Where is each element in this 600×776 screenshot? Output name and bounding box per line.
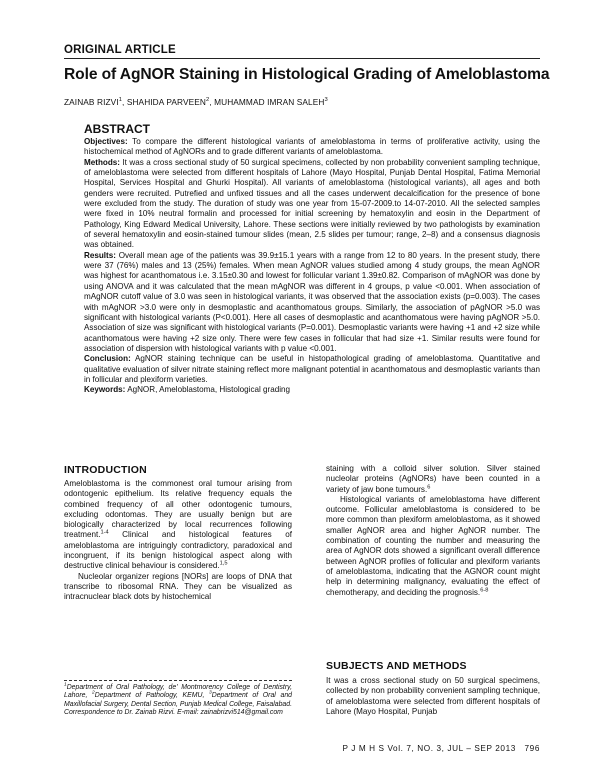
introduction-left-column bbox=[64, 479, 292, 603]
affiliation-footnote bbox=[64, 684, 292, 718]
intro-paragraph bbox=[64, 479, 292, 572]
intro-paragraph: Nucleolar organizer regions [NORs] are loops of DNA that transcribe to ribosomal RNA. They can be visualized as intracnuclear black dots by histochemical bbox=[64, 571, 292, 602]
article-title: Role of AgNOR Staining in Histological Grading of Ameloblastoma bbox=[64, 66, 550, 83]
introduction-heading: INTRODUCTION bbox=[64, 464, 147, 476]
objectives-label: Objectives: bbox=[84, 137, 128, 146]
conclusion-label: Conclusion: bbox=[84, 354, 131, 364]
author-separator: , bbox=[209, 97, 215, 107]
footnote-text bbox=[64, 684, 292, 718]
intro-text: Clinical and histological features of ameloblastoma are intriguingly contradictory, paradoxical and incongruent, if its benign histological aspect along with destructive clinical behaviour is considered. bbox=[64, 530, 292, 571]
author-name: ZAINAB RIZVI bbox=[64, 97, 119, 107]
citation-mark: 6-8 bbox=[480, 586, 489, 593]
article-type-label: ORIGINAL ARTICLE bbox=[64, 44, 176, 56]
objectives-text: To compare the different histological variants of ameloblastoma in terms of proliferative activity, using the histochemical method of AgNORs and to grade different variants of ameloblastoma. bbox=[84, 137, 540, 157]
citation-mark: 1,5 bbox=[219, 560, 228, 567]
abstract-body bbox=[84, 137, 540, 396]
affiliation-mark: 2 bbox=[205, 97, 210, 104]
intro-text: Histological variants of ameloblastoma have different outcome. Follicular ameloblastoma is considered to be more common than plexiform ameloblastoma, as it showed smaller AgNOR area and higher AgNOR number. The combination of counting the number and measuring the area of AgNOR dots showed a significant overall difference between AgNOR profiles of follicular and plexiform variants of ameloblastoma, indicating that the AGNOR count might help in determining malignancy, evaluating the effect of chemotherapy, and deciding the prognosis. bbox=[326, 494, 540, 597]
journal-citation: P J M H S Vol. 7, NO. 3, JUL – SEP 2013 bbox=[342, 744, 516, 753]
abstract-methods bbox=[84, 158, 540, 251]
results-text: Overall mean age of the patients was 39.9±15.1 years with a range from 12 to 80 years. In the present study, there were 37 (76%) males and 13 (25%) females. When mean AgNOR values studied among 4 study groups, the mean AgNOR was highest for acanthomatous i.e. 3.15±0.30 and lowest for follicular variant 1.39±0.82. Comparison of mAgNOR was done by using ANOVA and it was calculated that the mean mAgNOR was different in 4 groups, p value <0.001. When association of mAgNOR cutoff value of 3.0 was seen in histological variants, it was observed that the association exists (p=0.003). The cases with mAgNOR >3.0 were only in desmoplastic and acanthomatous groups. Similarly, the association of pAgNOR >5.0 was significant with histological variants (P<0.001). Here all cases of desmoplastic and acanthomatous were having pAgNOR >5.0. Association of size was significant with histological variants (P=0.001). Desmoplastic variants were having +1 and +2 size while acanthomatous were having +2 size only. There were few cases in follicular that had size +1. Similar results were found for association of dispersion with histological variants with p value <0.001. bbox=[84, 250, 540, 353]
footnote-part: Department of Pathology, KEMU, bbox=[94, 692, 210, 700]
methods-paragraph: It was a cross sectional study on 50 surgical specimens, collected by non probability convenient sampling technique, of ameloblastoma were selected from different hospitals of Lahore (Mayo Hospital, Punjab bbox=[326, 676, 540, 716]
footnote-divider bbox=[64, 680, 292, 681]
affiliation-mark: 1 bbox=[118, 97, 123, 104]
abstract-objectives bbox=[84, 137, 540, 158]
methods-label: Methods: bbox=[84, 157, 120, 167]
footnote-part: Department of Oral and Maxillofacial Surgery, Dental Section, Punjab Medical College, Faisalabad. Correspondence to Dr. Zainab Rizvi. E-mail: zainabrizvi514@gmail.com bbox=[64, 692, 292, 717]
intro-text: staining with a colloid silver solution. Silver stained nucleolar proteins (AgNORs) have been counted in a variety of jaw bone tumours. bbox=[326, 464, 540, 494]
abstract-keywords bbox=[84, 385, 540, 395]
keywords-label: Keywords: bbox=[84, 385, 126, 395]
author-name: SHAHIDA PARVEEN bbox=[126, 97, 206, 107]
abstract-conclusion bbox=[84, 354, 540, 385]
methods-text: It was a cross sectional study of 50 surgical specimens, collected by non probability convenient sampling technique, of ameloblastoma were selected from different hospitals of Lahore (Mayo Hospital, Punjab Dental Hospital, Fatima Memorial Hospital, Services Hospital and Ghurki Hospital). All variants of ameloblastoma (histological variants), all ages and both genders were recruited. Putrefied and unfixed tissues and all the cases underwent decalcification for the presence of bone were excluded from the study. The duration of study was one year from 15-07-2009.to 14-07-2010. All the selected samples were fixed in 10% neutral formalin and processed for initial screening by hematoxylin and eosin in the Department of Pathology, King Edward Medical University, Lahore. These sections were initially reviewed by two pathologists by examination of several hematoxylin and eosin-stained tumour slides (mean, 2.5 slides per tumour; range, 2–8) and a consensus diagnosis was obtained. bbox=[84, 157, 540, 250]
author-line bbox=[64, 97, 328, 107]
results-label: Results: bbox=[84, 250, 116, 260]
citation-mark: 6 bbox=[427, 483, 431, 490]
conclusion-text: AgNOR staining technique can be useful in histopathological grading of ameloblastoma. Quantitative and qualitative evaluation of silver nitrate staining reflect more malignant potential in acanthomatous and desmoplastic variants than in follicular and plexiform varieties. bbox=[84, 354, 540, 384]
page-footer bbox=[326, 744, 540, 753]
abstract-results bbox=[84, 251, 540, 354]
intro-paragraph bbox=[326, 464, 540, 495]
keywords-text: AgNOR, Ameloblastoma, Histological grading bbox=[125, 385, 291, 395]
introduction-right-column bbox=[326, 464, 540, 598]
methods-heading: SUBJECTS AND METHODS bbox=[326, 660, 467, 672]
abstract-heading: ABSTRACT bbox=[84, 122, 150, 136]
affiliation-mark: 2 bbox=[92, 691, 95, 697]
author-separator: , bbox=[122, 97, 127, 107]
page-number: 796 bbox=[524, 744, 540, 753]
intro-paragraph bbox=[326, 495, 540, 598]
author-name: MUHAMMAD IMRAN SALEH bbox=[214, 97, 325, 107]
affiliation-mark: 3 bbox=[209, 691, 212, 697]
footnote-part: Department of Oral Pathology, de' Montmorency College of Dentistry, Lahore, bbox=[64, 684, 292, 700]
header-rule bbox=[64, 58, 540, 59]
affiliation-mark: 1 bbox=[64, 682, 67, 688]
intro-text: Ameloblastoma is the commonest oral tumour arising from odontogenic epithelium. Its relative frequency equals the combined frequency of all other odontogenic tumours, excluding odontomas. They are usually benign but are biologically characterized by local recurrences following treatment. bbox=[64, 479, 292, 540]
affiliation-mark: 3 bbox=[324, 97, 328, 104]
citation-mark: 1-4 bbox=[100, 529, 109, 536]
